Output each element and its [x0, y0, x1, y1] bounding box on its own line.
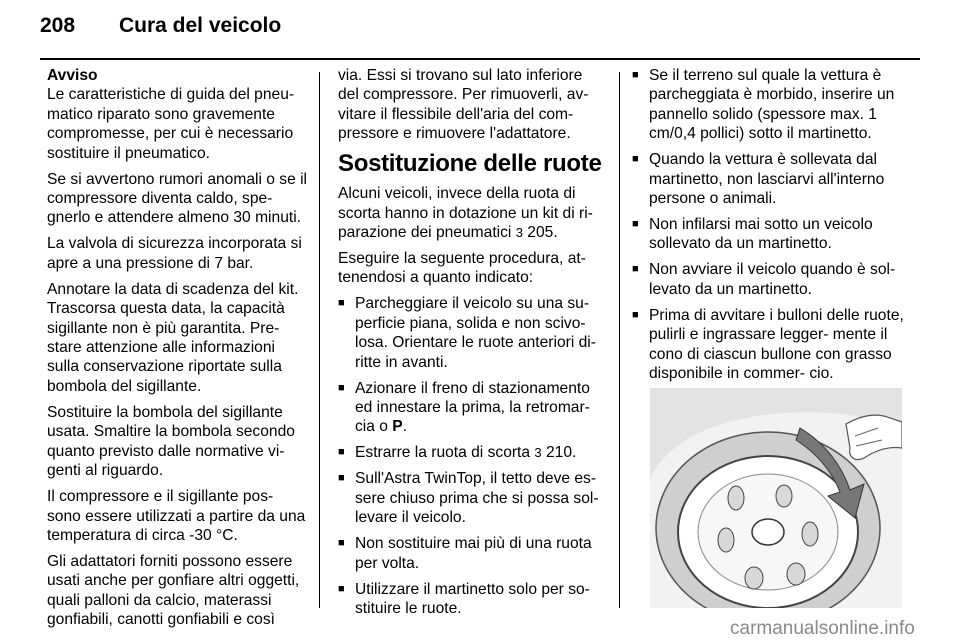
list-item: ■ Se il terreno sul quale la vettura è parcheggiata è morbido, inserire un pannello solido (spessore max. 1 cm/0,4 pollici) sotto il martinetto. — [632, 66, 904, 144]
notice-text: Le caratteristiche di guida del pneu- matico riparato sono gravemente compromesse, per cui è necessario sostituire il pneumatico. — [47, 86, 295, 162]
column-2 — [338, 66, 602, 625]
paragraph: via. Essi si trovano sul lato inferiore del compressore. Per rimuoverli, av- vitare il flessibile dell'aria del com- pressore e rimuovere l'adattatore. — [338, 67, 589, 143]
list-item: ■ Prima di avvitare i bulloni delle ruote, pulirli e ingrassare legger- mente il cono di ciascun bullone con grasso disponibile in commer- cio. — [632, 306, 904, 384]
paragraph: Eseguire la seguente procedura, at- tenendosi a quanto indicato: — [338, 250, 586, 287]
column-3 — [632, 66, 904, 390]
paragraph: Il compressore e il sigillante pos- sono essere utilizzati a partire da una temperatura di circa -30 °C. — [47, 488, 306, 544]
column-divider-2 — [619, 72, 620, 608]
paragraph: Annotare la data di scadenza del kit. Trascorsa questa data, la capacità sigillante non è più garantita. Pre- stare attenzione alle informazioni sulla conservazione riportate sulla bombola del sigillante. — [47, 280, 299, 395]
watermark: carmanualsonline.info — [730, 618, 915, 639]
bullet-list — [338, 294, 602, 618]
paragraph: Gli adattatori forniti possono essere usati anche per gonfiare altri oggetti, quali palloni da calcio, materassi gonfiabili, canotti gonfiabili e così — [47, 552, 300, 629]
paragraph: La valvola di sicurezza incorporata si apre a una pressione di 7 bar. — [47, 235, 302, 272]
page-reference: 205. — [527, 224, 558, 242]
notice-block — [47, 66, 309, 163]
header-rule — [40, 58, 920, 60]
list-item — [338, 379, 602, 437]
paragraph — [338, 184, 602, 242]
list-item — [338, 443, 602, 462]
list-item: ■ Non avviare il veicolo quando è sol- levato da un martinetto. — [632, 260, 904, 299]
paragraph: Sostituire la bombola del sigillante usata. Smaltire la bombola secondo quanto previsto dalle normative vi- genti al riguardo. — [47, 403, 295, 480]
list-item: ■ Utilizzare il martinetto solo per so- stituire le ruote. — [338, 580, 602, 619]
list-item: ■ Quando la vettura è sollevata dal martinetto, non lasciarvi all'interno persone o animali. — [632, 150, 904, 208]
column-divider-1 — [319, 72, 320, 608]
bullet-list — [632, 66, 904, 383]
list-item: ■ Non infilarsi mai sotto un veicolo sollevato da un martinetto. — [632, 215, 904, 254]
list-item-text: Azionare il freno di stazionamento ed innestare la prima, la retromar- cia o — [355, 379, 590, 436]
paragraph: Se si avvertono rumori anomali o se il compressore diventa caldo, spe- gnerlo e attendere almeno 30 minuti. — [47, 170, 308, 227]
column-1 — [47, 66, 309, 636]
page-reference-icon: 3 — [515, 225, 523, 241]
section-heading: Sostituzione delle ruote — [338, 150, 602, 178]
page-reference: 210. — [546, 444, 577, 462]
notice-title: Avviso — [47, 67, 98, 84]
list-item: ■ Sull'Astra TwinTop, il tetto deve es- sere chiuso prima che si possa sol- levare il veicolo. — [338, 469, 602, 527]
page-reference-icon: 3 — [534, 445, 542, 461]
list-item-text: Estrarre la ruota di scorta — [355, 444, 531, 462]
wheel-cover-illustration — [650, 388, 902, 608]
list-item-end: . — [402, 418, 408, 436]
gear-letter: P — [392, 418, 403, 436]
intro-text: Alcuni veicoli, invece della ruota di scorta hanno in dotazione un kit di ri- parazione dei pneumatici — [338, 185, 593, 242]
page-title: Cura del veicolo — [119, 14, 282, 37]
list-item: ■ Non sostituire mai più di una ruota per volta. — [338, 534, 602, 573]
page-header — [40, 14, 920, 50]
page-number: 208 — [40, 14, 76, 37]
list-item: ■ Parcheggiare il veicolo su una su- perficie piana, solida e non scivo- losa. Orientare le ruote anteriori di- ritte in avanti. — [338, 294, 602, 372]
